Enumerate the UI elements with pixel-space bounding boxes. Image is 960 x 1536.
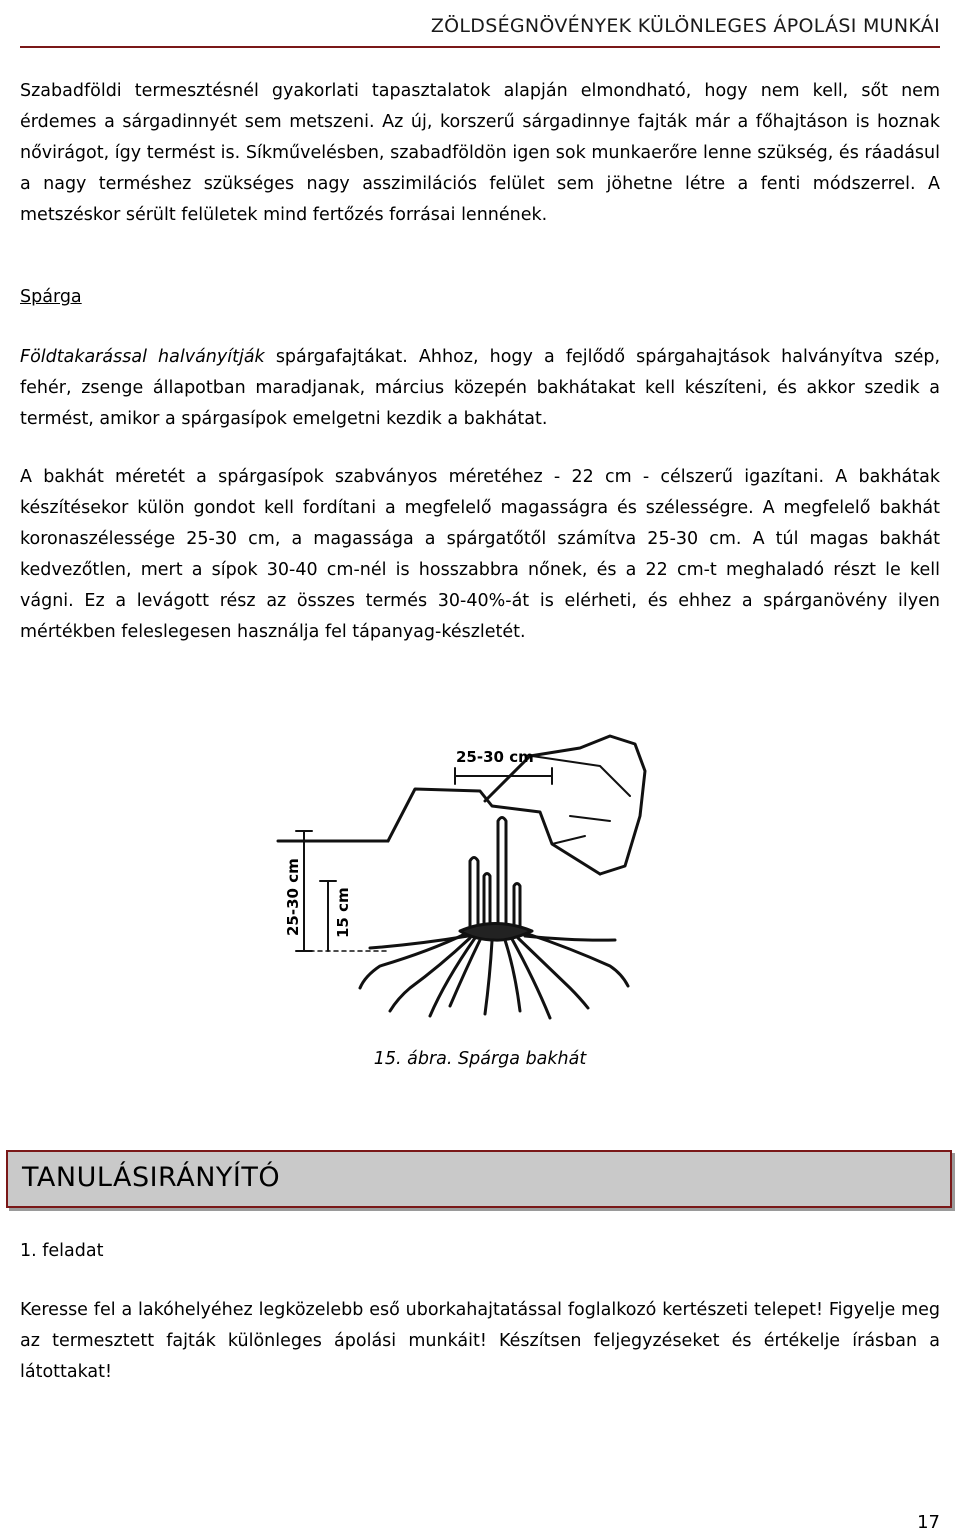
task-text: Keresse fel a lakóhelyéhez legközelebb eső uborkahajtatással foglalkozó kertészeti telepet! Figyelje meg az termesztett fajták különleges ápolási munkáit! Készítsen feljegyzéseket és értékelje írásban a látottakat! [20, 1300, 940, 1382]
asparagus-spear-3 [514, 884, 520, 932]
page-header [20, 0, 940, 48]
italic-lead: Földtakarással halványítják [20, 347, 265, 367]
section-banner [6, 1150, 952, 1208]
section-paragraph-2: A bakhát méretét a spárgasípok szabványos méretéhez - 22 cm - célszerű igazítani. A bakhátak készítésekor külön gondot kell fordítani a megfelelő magasságra és szélességre. A megfelelő bakhát koronaszélessége 25-30 cm, a magassága a spárgatőtől számítva 25-30 cm. A túl magas bakhát kedvezőtlen, mert a sípok 30-40 cm-nél is hosszabbra nőnek, és a 22 cm-t meghaladó részt le kell vágni. Ez a levágott rész az összes termés 30-40%-át is elérheti, és ehhez a spárganövény ilyen mértékben feleslegesen használja fel tápanyag-készletét. [20, 467, 940, 642]
section-title: Spárga [20, 287, 82, 307]
page-number: 17 [917, 1512, 940, 1533]
asparagus-spear-1 [470, 858, 478, 932]
paragraph-1-rest: spárgafajtákat. Ahhoz, hogy a fejlődő spárgahajtások halványítva szép, fehér, zsenge állapotban maradjanak, március közepén bakhátakat kell készíteni, és akkor szedik a termést, amikor a spárgasípok emelgetni kezdik a bakhátat. [20, 347, 941, 429]
task-title: 1. feladat [20, 1241, 104, 1261]
intro-paragraph: Szabadföldi termesztésnél gyakorlati tapasztalatok alapján elmondható, hogy nem kell, sőt nem érdemes a sárgadinnyét sem metszeni. Az új, korszerű sárgadinnye fajták már a főhajtáson is hoznak nővirágot, így termést is. Síkművelésben, szabadföldön igen sok munkaerőre lenne szükség, és ráadásul a nagy terméshez szükséges nagy asszimilációs felület sem jöhetne létre a fenti módszerrel. A metszéskor sérült felületek mind fertőzés forrásai lennének. [20, 81, 940, 225]
height-label: 25-30 cm [284, 858, 302, 936]
root-system [360, 934, 628, 1018]
depth-label: 15 cm [334, 887, 352, 938]
width-label: 25-30 cm [456, 748, 534, 766]
header-title: ZÖLDSÉGNÖVÉNYEK KÜLÖNLEGES ÁPOLÁSI MUNKÁI [430, 15, 940, 37]
ridge-profile [388, 789, 600, 874]
section-paragraph-1 [20, 342, 940, 435]
banner-title: TANULÁSIRÁNYÍTÓ [22, 1162, 281, 1193]
asparagus-ridge-figure [270, 726, 690, 1026]
ridge-diagram [270, 726, 690, 1026]
asparagus-spear-main [498, 818, 506, 927]
figure-caption: 15. ábra. Spárga bakhát [373, 1049, 587, 1069]
